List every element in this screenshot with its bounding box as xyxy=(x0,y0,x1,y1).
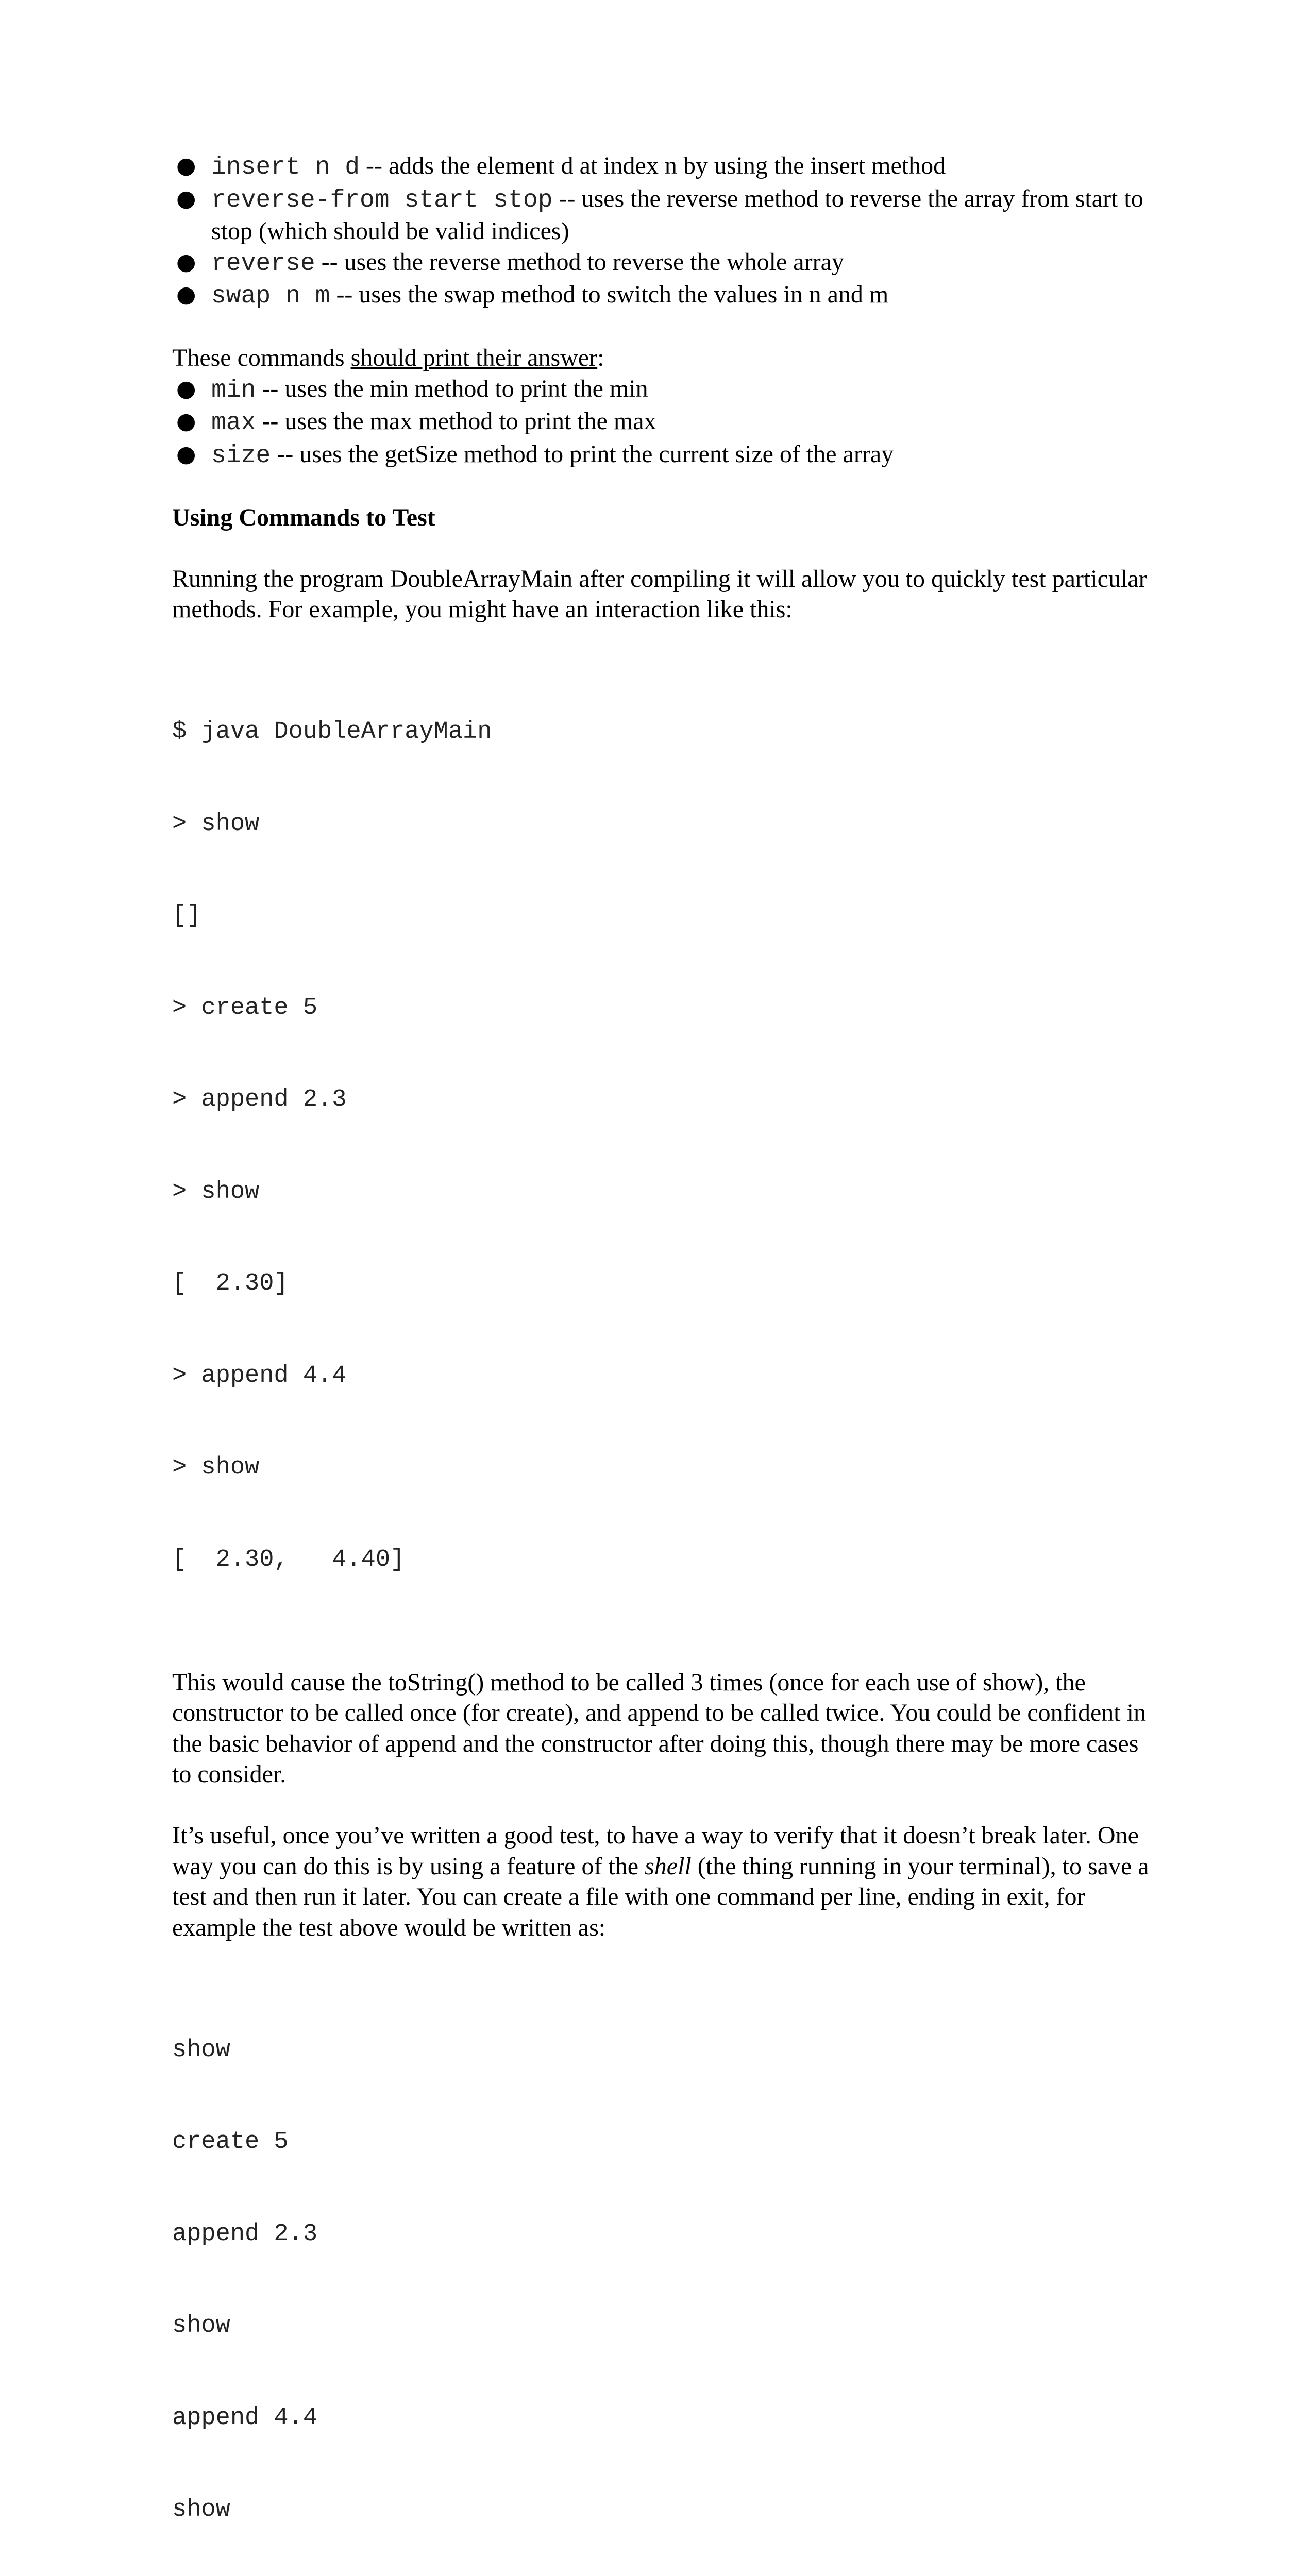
paragraph-useful: It’s useful, once you’ve written a good test, to have a way to verify that it doesn’t break later. One way you can do this is by using a feature of the shell (the thing running in your terminal), to save a test and then run it later. You can create a file with one command per line, ending in exit, for example the test above would be written as: xyxy=(172,1820,1151,1943)
code-line: $ java DoubleArrayMain xyxy=(172,717,1151,748)
code-line: > show xyxy=(172,1452,1151,1483)
list-item xyxy=(172,374,1151,406)
code-line: > create 5 xyxy=(172,993,1151,1024)
code-line: > append 2.3 xyxy=(172,1084,1151,1115)
document-page xyxy=(172,150,1151,2576)
paragraph-running: Running the program DoubleArrayMain after compiling it will allow you to quickly test particular methods. For example, you might have an interaction like this: xyxy=(172,564,1151,625)
italic-term: shell xyxy=(645,1853,692,1880)
code-line: [ 2.30] xyxy=(172,1268,1151,1299)
code-line: show xyxy=(172,2035,1151,2066)
code-line: [ 2.30, 4.40] xyxy=(172,1545,1151,1575)
command-code: reverse xyxy=(211,250,315,278)
list-item xyxy=(172,150,1151,183)
command-description: -- uses the swap method to switch the values in n and m xyxy=(330,281,888,308)
print-commands-intro: These commands should print their answer: xyxy=(172,343,1151,374)
test-file-code-block xyxy=(172,1974,1151,2576)
command-code: reverse-from start stop xyxy=(211,187,553,214)
code-line: append 2.3 xyxy=(172,2219,1151,2250)
underlined-phrase: should print their answer xyxy=(351,344,598,371)
code-line: append 4.4 xyxy=(172,2403,1151,2434)
code-line: show xyxy=(172,2495,1151,2526)
command-code: swap n m xyxy=(211,282,330,310)
command-code: insert n d xyxy=(211,154,360,181)
mutating-commands-list xyxy=(172,150,1151,312)
list-item xyxy=(172,247,1151,280)
command-code: size xyxy=(211,442,271,470)
bullet-icon: ● xyxy=(176,406,196,437)
command-description: -- adds the element d at index n by using the insert method xyxy=(360,152,946,179)
command-description: -- uses the reverse method to reverse the whole array xyxy=(315,248,844,276)
section-heading: Using Commands to Test xyxy=(172,502,1151,533)
list-item xyxy=(172,406,1151,439)
bullet-icon: ● xyxy=(176,183,196,214)
list-item xyxy=(172,183,1151,247)
code-line: [] xyxy=(172,901,1151,931)
list-item xyxy=(172,279,1151,312)
bullet-icon: ● xyxy=(176,439,196,470)
bullet-icon: ● xyxy=(176,279,196,310)
code-line: create 5 xyxy=(172,2127,1151,2158)
command-code: min xyxy=(211,377,256,404)
paragraph-tostring: This would cause the toString() method to be called 3 times (once for each use of show), the constructor to be called once (for create), and append to be called twice. You could be confident in the basic behavior of append and the constructor after doing this, though there may be more cases to consider. xyxy=(172,1667,1151,1790)
command-description: -- uses the reverse method to reverse the array from start to stop (which should be valid indices) xyxy=(211,185,1143,245)
code-line: show xyxy=(172,2311,1151,2342)
bullet-icon: ● xyxy=(176,374,196,404)
session-code-block xyxy=(172,655,1151,1636)
code-line: > show xyxy=(172,809,1151,840)
code-line: > show xyxy=(172,1177,1151,1208)
bullet-icon: ● xyxy=(176,247,196,278)
code-line: > append 4.4 xyxy=(172,1361,1151,1392)
command-description: -- uses the getSize method to print the current size of the array xyxy=(271,440,894,468)
bullet-icon: ● xyxy=(176,150,196,181)
command-description: -- uses the min method to print the min xyxy=(256,375,648,402)
list-item xyxy=(172,439,1151,472)
print-commands-list xyxy=(172,374,1151,472)
command-code: max xyxy=(211,409,256,437)
command-description: -- uses the max method to print the max xyxy=(256,408,656,435)
